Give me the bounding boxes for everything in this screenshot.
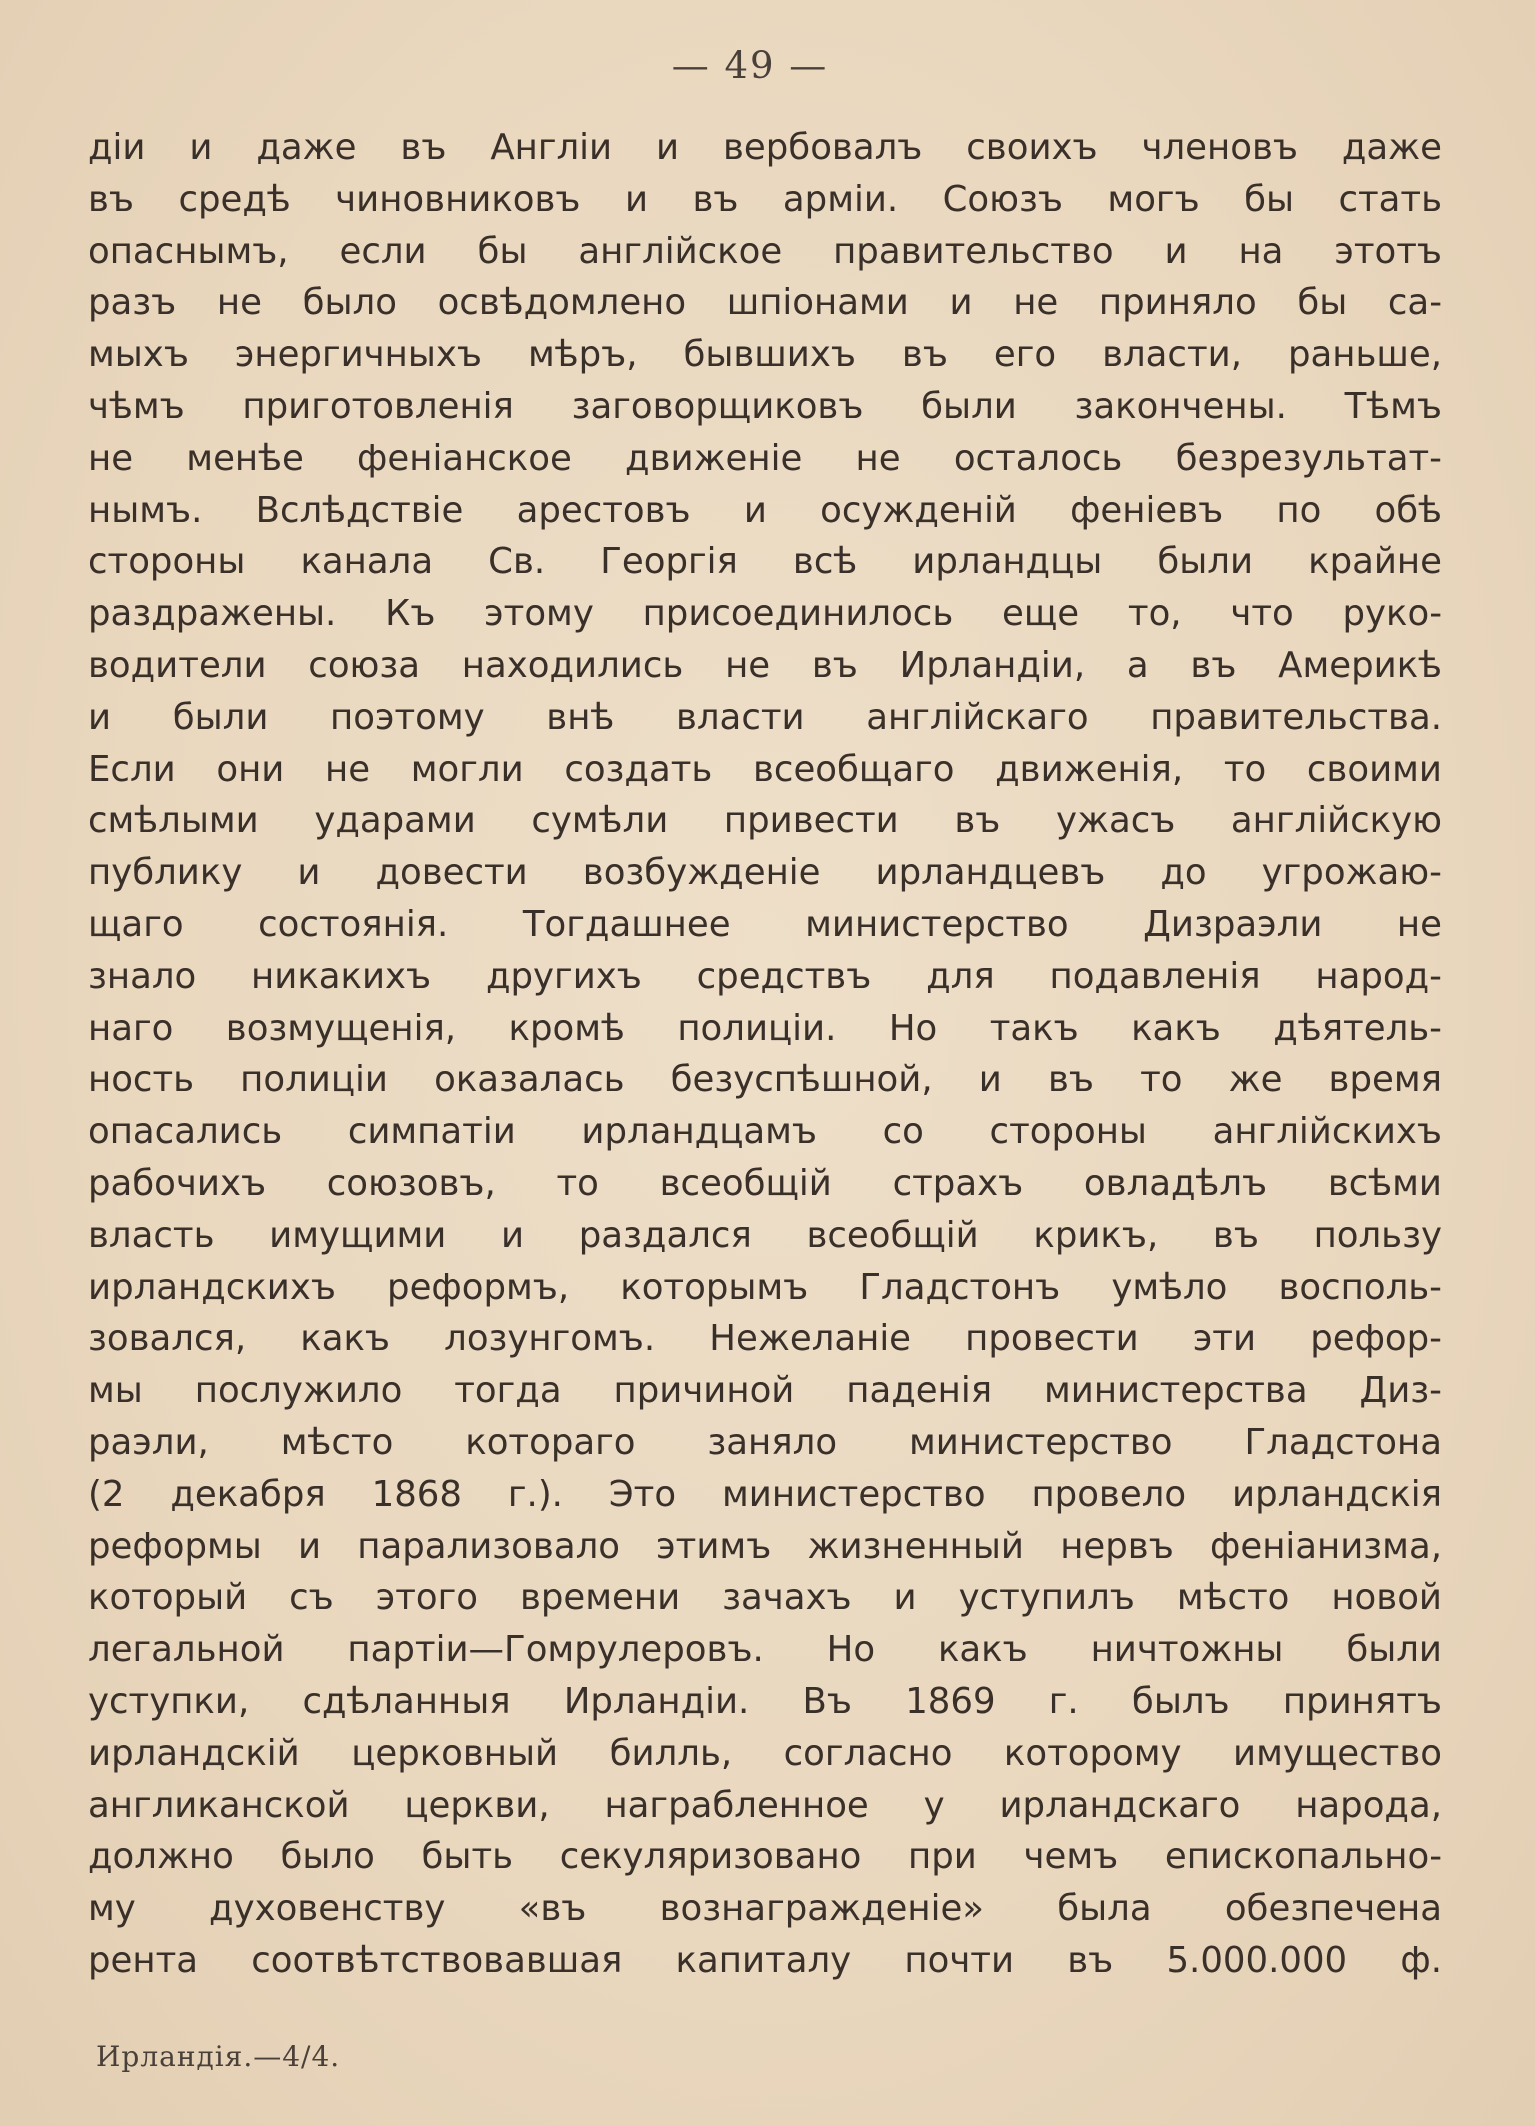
text-line: ирландскихъ реформъ, которымъ Гладстонъ умѣло восполь- [88, 1266, 1442, 1308]
text-line: мы послужило тогда причиной паденія министерства Диз- [88, 1370, 1442, 1412]
text-line: Если они не могли создать всеобщаго движенія, то своими [88, 748, 1442, 790]
text-line: ирландскій церковный билль, согласно которому имущество [88, 1732, 1442, 1774]
text-line: англиканской церкви, награбленное у ирландскаго народа, [88, 1784, 1442, 1826]
text-line: публику и довести возбужденіе ирландцевъ до угрожаю- [88, 852, 1442, 894]
text-line: знало никакихъ другихъ средствъ для подавленія народ- [88, 955, 1442, 997]
text-line: зовался, какъ лозунгомъ. Нежеланіе провести эти рефор- [88, 1318, 1442, 1360]
text-line: мыхъ энергичныхъ мѣръ, бывшихъ въ его власти, раньше, [88, 334, 1442, 376]
text-line: діи и даже въ Англіи и вербовалъ своихъ членовъ даже [88, 127, 1442, 168]
text-line: (2 декабря 1868 г.). Это министерство провело ирландскія [88, 1473, 1442, 1515]
text-line: легальной партіи—Гомрулеровъ. Но какъ ничтожны были [88, 1629, 1442, 1671]
text-line: который съ этого времени зачахъ и уступилъ мѣсто новой [88, 1577, 1442, 1619]
text-line: му духовенству «въ вознагражденіе» была обезпечена [88, 1888, 1442, 1930]
text-line: стороны канала Св. Георгія всѣ ирландцы были крайне [88, 541, 1442, 583]
text-line: щаго состоянія. Тогдашнее министерство Дизраэли не [88, 903, 1442, 945]
page-number: — 49 — [671, 44, 829, 87]
footer-signature: Ирландія.—4/4. [96, 2040, 341, 2073]
text-line: реформы и парализовало этимъ жизненный нервъ феніанизма, [88, 1525, 1442, 1567]
text-line: должно было быть секуляризовано при чемъ епископально- [88, 1836, 1442, 1878]
text-line: нымъ. Вслѣдствіе арестовъ и осужденій феніевъ по обѣ [88, 489, 1442, 531]
text-line: рента соотвѣтствовавшая капиталу почти въ 5.000.000 ф. [88, 1939, 1442, 1981]
text-line: въ средѣ чиновниковъ и въ арміи. Союзъ могъ бы стать [88, 178, 1442, 220]
text-line: не менѣе феніанское движеніе не осталось безрезультат- [88, 437, 1442, 479]
body-text [88, 122, 1442, 1987]
text-line: разъ не было освѣдомлено шпіонами и не приняло бы са- [88, 282, 1442, 324]
text-line: наго возмущенія, кромѣ полиціи. Но такъ какъ дѣятель- [88, 1007, 1442, 1049]
text-line: рабочихъ союзовъ, то всеобщій страхъ овладѣлъ всѣми [88, 1162, 1442, 1204]
text-line: раэли, мѣсто котораго заняло министерство Гладстона [88, 1421, 1442, 1463]
text-line: чѣмъ приготовленія заговорщиковъ были закончены. Тѣмъ [88, 385, 1442, 427]
text-line: уступки, сдѣланныя Ирландіи. Въ 1869 г. былъ принятъ [88, 1680, 1442, 1722]
text-line: раздражены. Къ этому присоединилось еще то, что руко- [88, 593, 1442, 635]
text-line: власть имущими и раздался всеобщій крикъ, въ пользу [88, 1214, 1442, 1256]
text-line: смѣлыми ударами сумѣли привести въ ужасъ англійскую [88, 800, 1442, 842]
text-line: ность полиціи оказалась безуспѣшной, и въ то же время [88, 1059, 1442, 1101]
text-line: и были поэтому внѣ власти англійскаго правительства. [88, 696, 1442, 738]
text-line: водители союза находились не въ Ирландіи, а въ Америкѣ [88, 644, 1442, 686]
text-line: опаснымъ, если бы англійское правительство и на этотъ [88, 230, 1442, 272]
text-line: опасались симпатіи ирландцамъ со стороны англійскихъ [88, 1111, 1442, 1153]
